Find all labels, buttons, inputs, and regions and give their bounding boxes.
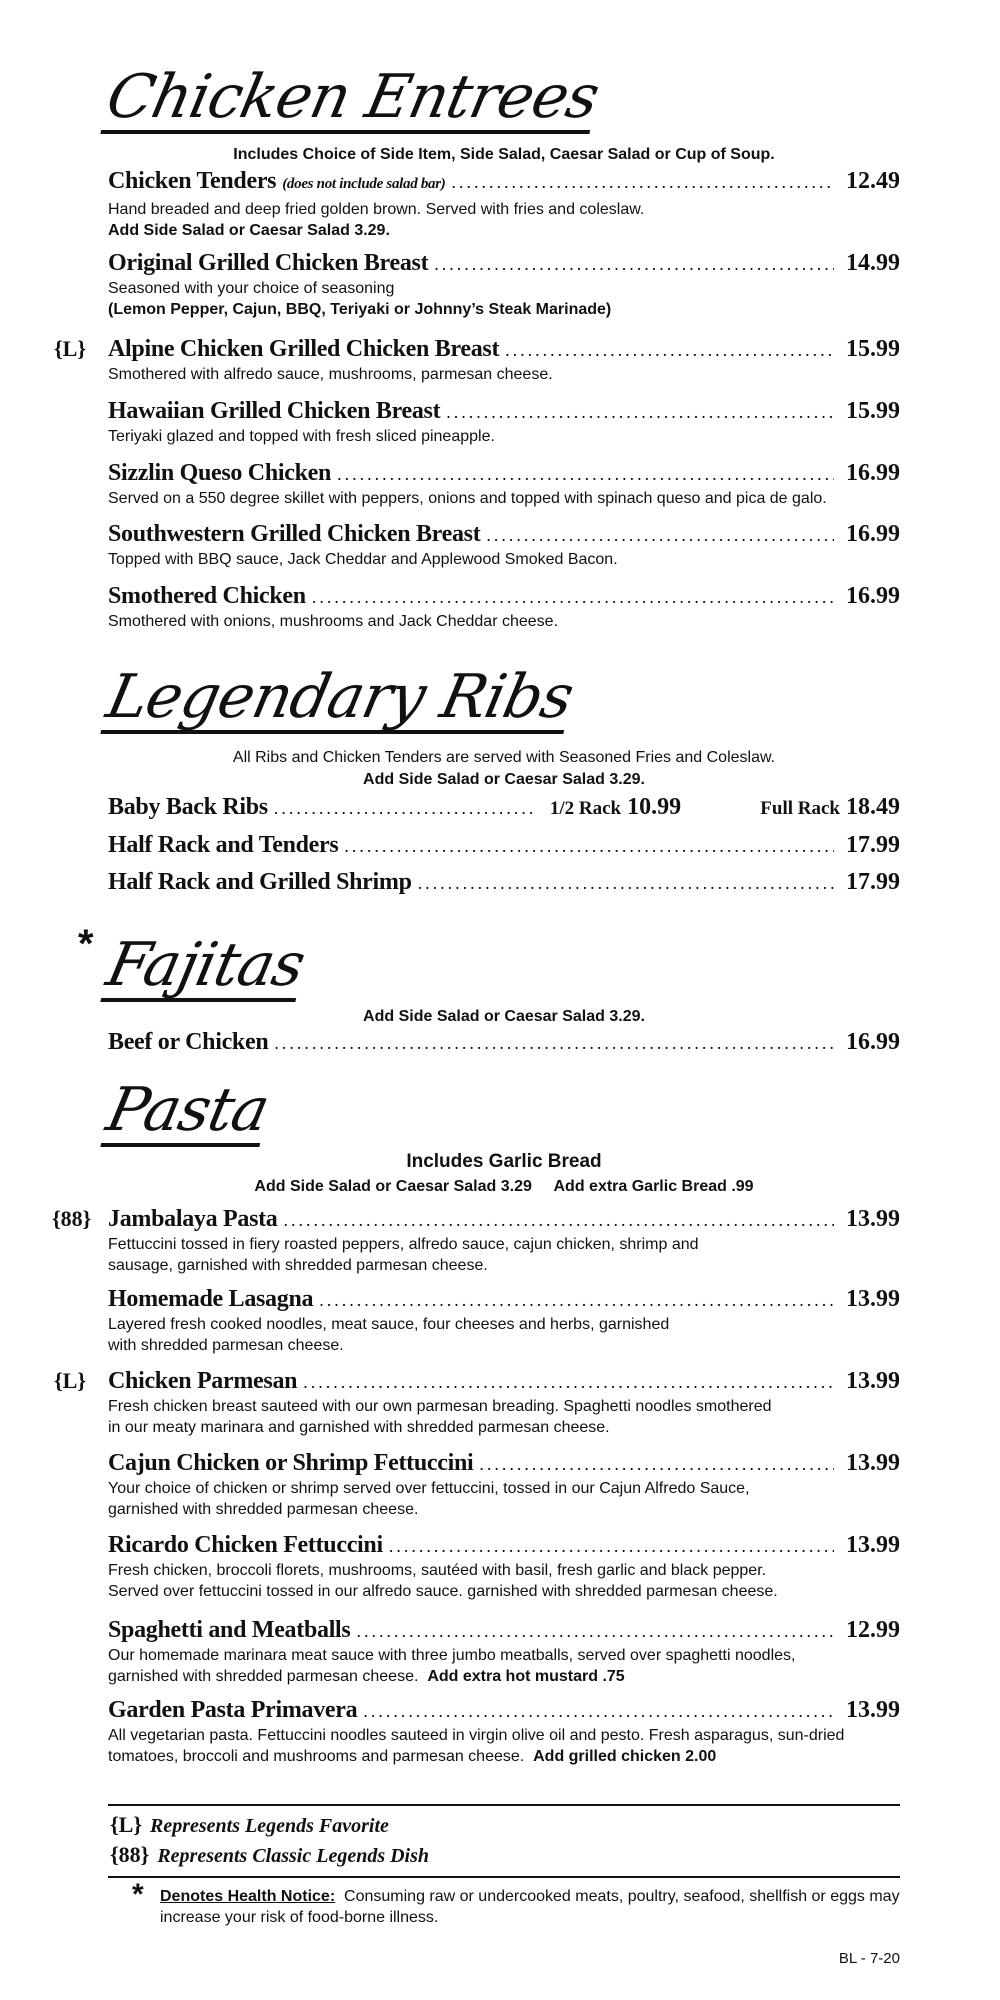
item-desc: Smothered with onions, mushrooms and Jack Cheddar cheese.	[108, 613, 559, 630]
item-desc: Fettuccini tossed in fiery roasted peppers, alfredo sauce, cajun chicken, shrimp and	[108, 1236, 699, 1253]
item-desc-line2: in our meaty marinara and garnished with shredded parmesan cheese.	[108, 1419, 610, 1436]
legend-favorite	[110, 1812, 389, 1839]
item-name: Sizzlin Queso Chicken	[108, 460, 332, 486]
item-name: Hawaiian Grilled Chicken Breast	[108, 398, 441, 424]
menu-item-spaghetti-meatballs	[108, 1615, 900, 1687]
item-price: 13.99	[846, 1697, 900, 1723]
full-rack-price: 18.49	[846, 794, 900, 820]
menu-item-jambalaya-pasta	[52, 1204, 900, 1276]
item-price: 13.99	[846, 1532, 900, 1558]
ribs-salad-note: Add Side Salad or Caesar Salad 3.29.	[363, 771, 645, 788]
item-price: 17.99	[846, 869, 900, 895]
item-name: Beef or Chicken	[108, 1029, 269, 1055]
item-price: 13.99	[846, 1450, 900, 1476]
item-name: Spaghetti and Meatballs	[108, 1617, 351, 1643]
item-price: 16.99	[846, 1029, 900, 1055]
item-price: 16.99	[846, 460, 900, 486]
item-desc: Fresh chicken breast sauteed with our own parmesan breading. Spaghetti noodles smothered	[108, 1398, 772, 1415]
item-addon: Add grilled chicken 2.00	[533, 1748, 717, 1765]
item-subnote: (does not include salad bar)	[282, 176, 446, 192]
item-desc: Teriyaki glazed and topped with fresh sliced pineapple.	[108, 428, 495, 445]
legend-classic-symbol: {88}	[110, 1842, 150, 1867]
menu-item-smothered-chicken	[108, 581, 900, 632]
ribs-note: All Ribs and Chicken Tenders are served with Seasoned Fries and Coleslaw.	[232, 749, 776, 766]
section-title-fajitas: Fajitas	[100, 930, 311, 1000]
menu-item-ricardo-fettuccini	[108, 1530, 900, 1602]
fajitas-health-star: *	[78, 922, 94, 966]
legend-favorite-text: Represents Legends Favorite	[150, 1815, 389, 1837]
item-desc: Smothered with alfredo sauce, mushrooms, parmesan cheese.	[108, 366, 553, 383]
item-price: 13.99	[846, 1206, 900, 1232]
chicken-note: Includes Choice of Side Item, Side Salad, Caesar Salad or Cup of Soup.	[233, 146, 775, 163]
health-notice	[160, 1886, 900, 1928]
menu-code: BL - 7-20	[838, 1950, 900, 1967]
menu-item-baby-back-ribs	[108, 792, 900, 822]
legend-classic	[110, 1842, 429, 1869]
menu-item-cajun-fettuccini	[108, 1448, 900, 1520]
item-price: 14.99	[846, 250, 900, 276]
item-name: Southwestern Grilled Chicken Breast	[108, 521, 481, 547]
menu-item-half-rack-shrimp	[108, 867, 900, 897]
menu-item-hawaiian-chicken	[108, 396, 900, 447]
item-desc-line2: garnished with shredded parmesan cheese.	[108, 1501, 419, 1518]
item-name: Chicken Tenders	[108, 168, 277, 194]
item-desc: Served on a 550 degree skillet with peppers, onions and topped with spinach queso and pica de galo.	[108, 490, 827, 507]
item-name: Baby Back Ribs	[108, 794, 268, 820]
item-desc: Your choice of chicken or shrimp served over fettuccini, tossed in our Cajun Alfredo Sauce,	[108, 1480, 750, 1497]
menu-item-chicken-parmesan	[54, 1366, 900, 1438]
legend-classic-text: Represents Classic Legends Dish	[157, 1845, 430, 1867]
menu-item-chicken-tenders	[108, 166, 900, 241]
divider-bottom	[108, 1876, 900, 1878]
item-price: 15.99	[846, 398, 900, 424]
item-name: Ricardo Chicken Fettuccini	[108, 1532, 383, 1558]
pasta-note: Includes Garlic Bread	[406, 1151, 602, 1172]
half-rack-price: 10.99	[627, 794, 682, 820]
item-addon: Add extra hot mustard .75	[427, 1668, 625, 1685]
item-price: 12.49	[846, 168, 900, 194]
item-name: Alpine Chicken Grilled Chicken Breast	[108, 336, 500, 362]
section-title-ribs: Legendary Ribs	[100, 662, 579, 732]
item-name: Half Rack and Grilled Shrimp	[108, 869, 412, 895]
health-notice-star: *	[132, 1878, 144, 1911]
item-desc: Our homemade marinara meat sauce with three jumbo meatballs, served over spaghetti noodles,	[108, 1647, 796, 1664]
item-desc: Layered fresh cooked noodles, meat sauce, four cheeses and herbs, garnished	[108, 1316, 670, 1333]
item-desc: Topped with BBQ sauce, Jack Cheddar and Applewood Smoked Bacon.	[108, 551, 618, 568]
section-title-pasta: Pasta	[100, 1075, 275, 1145]
half-rack-label: 1/2 Rack	[549, 798, 622, 819]
item-price: 13.99	[846, 1368, 900, 1394]
menu-item-half-rack-tenders	[108, 830, 900, 860]
pasta-addons-note: Add Side Salad or Caesar Salad 3.29 Add extra Garlic Bread .99	[254, 1178, 754, 1195]
fajitas-note: Add Side Salad or Caesar Salad 3.29.	[363, 1008, 645, 1025]
menu-item-garden-primavera	[108, 1695, 900, 1767]
item-desc: Seasoned with your choice of seasoning	[108, 280, 395, 297]
legends-favorite-tag: {L}	[54, 336, 87, 361]
item-price: 17.99	[846, 832, 900, 858]
item-desc-addon: Add Side Salad or Caesar Salad 3.29.	[108, 222, 390, 239]
divider-top	[108, 1804, 900, 1806]
menu-item-original-grilled	[108, 248, 900, 320]
item-desc-line2: tomatoes, broccoli and mushrooms and parmesan cheese.	[108, 1748, 525, 1765]
item-desc-line2: sausage, garnished with shredded parmesan cheese.	[108, 1257, 488, 1274]
item-name: Jambalaya Pasta	[108, 1206, 278, 1232]
item-name: Homemade Lasagna	[108, 1286, 314, 1312]
item-desc: Hand breaded and deep fried golden brown. Served with fries and coleslaw.	[108, 201, 645, 218]
item-price: 13.99	[846, 1286, 900, 1312]
item-desc-line2: with shredded parmesan cheese.	[108, 1337, 344, 1354]
item-name: Original Grilled Chicken Breast	[108, 250, 429, 276]
legends-favorite-tag: {L}	[54, 1368, 87, 1393]
full-rack-label: Full Rack	[760, 798, 840, 819]
item-name: Garden Pasta Primavera	[108, 1697, 358, 1723]
legend-favorite-symbol: {L}	[110, 1812, 143, 1837]
item-desc-options: (Lemon Pepper, Cajun, BBQ, Teriyaki or Johnny’s Steak Marinade)	[108, 301, 612, 318]
item-name: Half Rack and Tenders	[108, 832, 339, 858]
item-desc-line2: Served over fettuccini tossed in our alfredo sauce. garnished with shredded parmesan cheese.	[108, 1583, 778, 1600]
item-name: Smothered Chicken	[108, 583, 306, 609]
item-desc: All vegetarian pasta. Fettuccini noodles sauteed in virgin olive oil and pesto. Fresh asparagus, sun-dried	[108, 1727, 845, 1744]
item-price: 15.99	[846, 336, 900, 362]
menu-item-sizzlin-queso	[108, 458, 900, 509]
item-price: 16.99	[846, 521, 900, 547]
menu-item-alpine-chicken	[54, 334, 900, 385]
item-price: 12.99	[846, 1617, 900, 1643]
menu-item-homemade-lasagna	[108, 1284, 900, 1356]
health-notice-label: Denotes Health Notice:	[160, 1888, 336, 1905]
item-desc: Fresh chicken, broccoli florets, mushrooms, sautéed with basil, fresh garlic and black pepper.	[108, 1562, 767, 1579]
menu-item-southwestern-chicken	[108, 519, 900, 570]
item-name: Cajun Chicken or Shrimp Fettuccini	[108, 1450, 474, 1476]
menu-item-beef-or-chicken	[108, 1027, 900, 1057]
classic-legends-tag: {88}	[52, 1206, 92, 1231]
section-title-chicken: Chicken Entrees	[100, 62, 605, 132]
health-notice-text: Consuming raw or undercooked meats, poultry, seafood, shellfish or eggs may increase your risk of food-borne illness.	[160, 1888, 900, 1926]
item-desc-line2: garnished with shredded parmesan cheese.	[108, 1668, 419, 1685]
item-price: 16.99	[846, 583, 900, 609]
item-name: Chicken Parmesan	[108, 1368, 298, 1394]
